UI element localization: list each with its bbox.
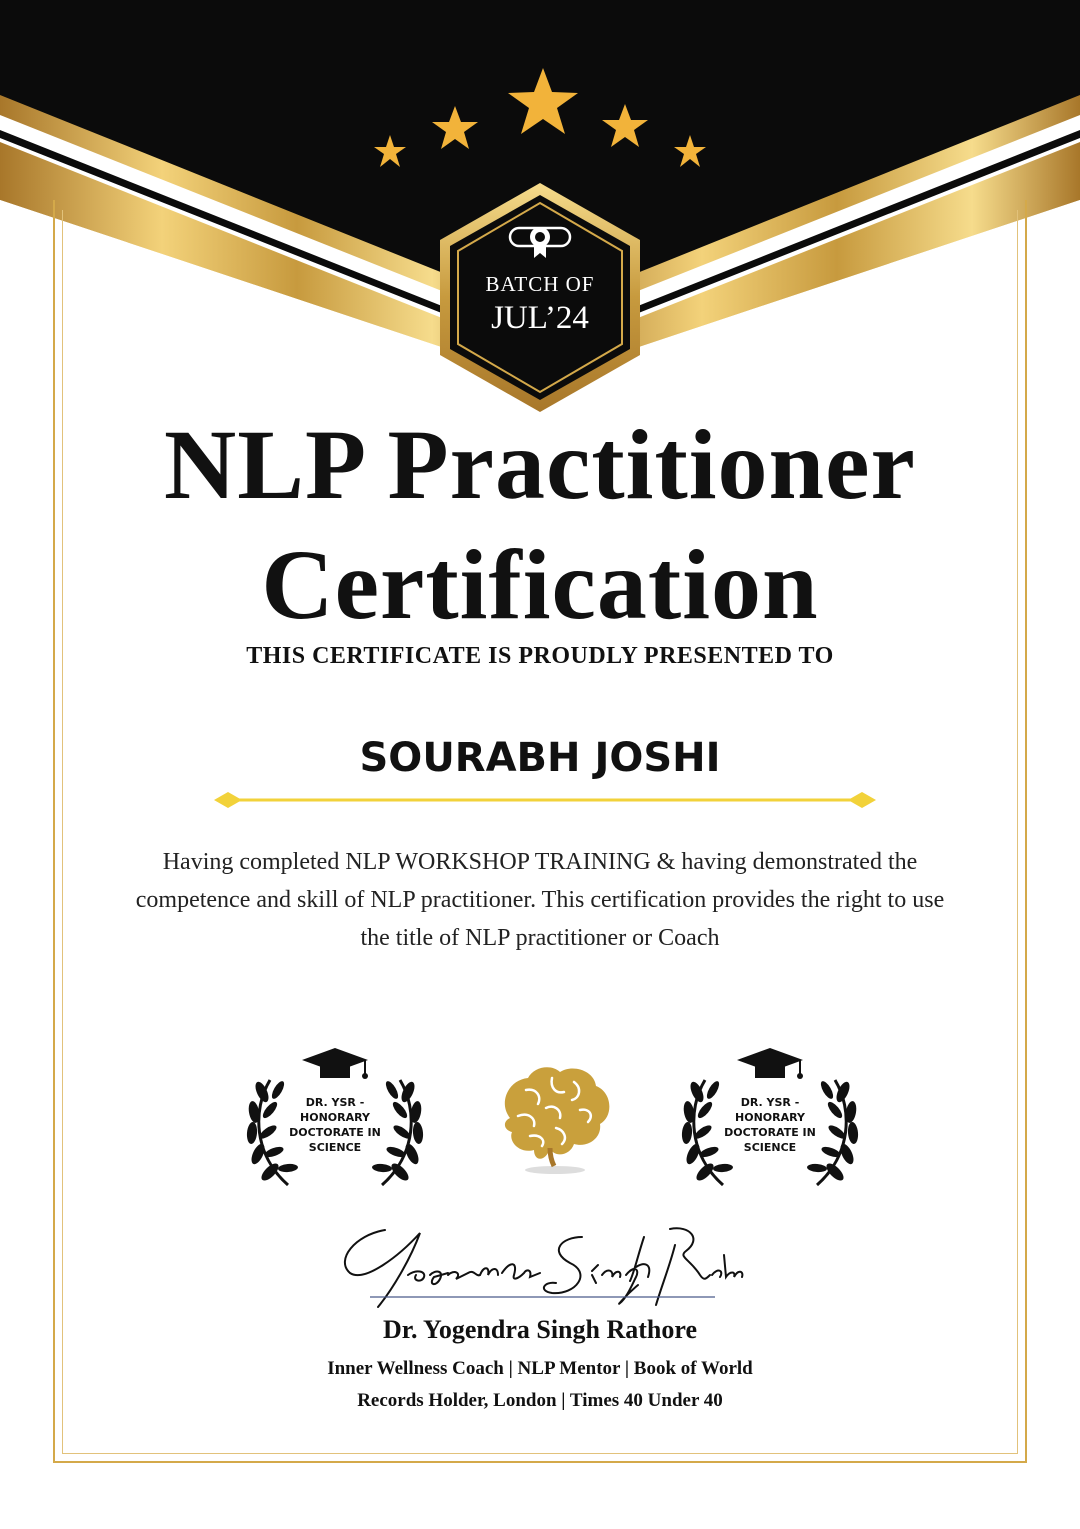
handwritten-signature — [330, 1215, 750, 1315]
emblem-text-right — [710, 1095, 830, 1155]
honorary-doctorate-emblem-left — [240, 1040, 430, 1200]
certificate-title-line1: NLP Practitioner — [164, 409, 916, 520]
signer-title-line1: Inner Wellness Coach | NLP Mentor | Book of World — [327, 1358, 753, 1379]
certificate-description: Having completed NLP WORKSHOP TRAINING & having demonstrated the competence and skill of NLP practitioner. This certification provides the right to use the title of NLP practitioner or Coach — [135, 849, 945, 951]
presented-to-label: THIS CERTIFICATE IS PROUDLY PRESENTED TO — [246, 643, 834, 669]
emblem-line: DOCTORATE IN — [724, 1126, 816, 1139]
graduation-cap-icon — [737, 1048, 803, 1079]
brain-icon — [490, 1058, 620, 1178]
certificate-title-line2: Certification — [261, 529, 819, 640]
emblem-line: DR. YSR - — [305, 1096, 365, 1109]
emblem-line: DOCTORATE IN — [289, 1126, 381, 1139]
emblem-line: SCIENCE — [308, 1141, 362, 1154]
emblem-line: HONORARY — [300, 1111, 370, 1124]
badge-batch-date: JUL’24 — [491, 300, 589, 336]
emblem-line: HONORARY — [735, 1111, 805, 1124]
recipient-name: SOURABH JOSHI — [359, 735, 721, 781]
honorary-doctorate-emblem-right — [675, 1040, 865, 1200]
badge-batch-label: BATCH OF — [485, 272, 595, 296]
signer-name: Dr. Yogendra Singh Rathore — [383, 1315, 697, 1344]
signer-title-line2: Records Holder, London | Times 40 Under 40 — [357, 1390, 723, 1411]
emblem-line: DR. YSR - — [740, 1096, 800, 1109]
emblem-line: SCIENCE — [743, 1141, 797, 1154]
name-underline — [210, 785, 880, 815]
emblem-text-left — [275, 1095, 395, 1155]
graduation-cap-icon — [302, 1048, 368, 1079]
